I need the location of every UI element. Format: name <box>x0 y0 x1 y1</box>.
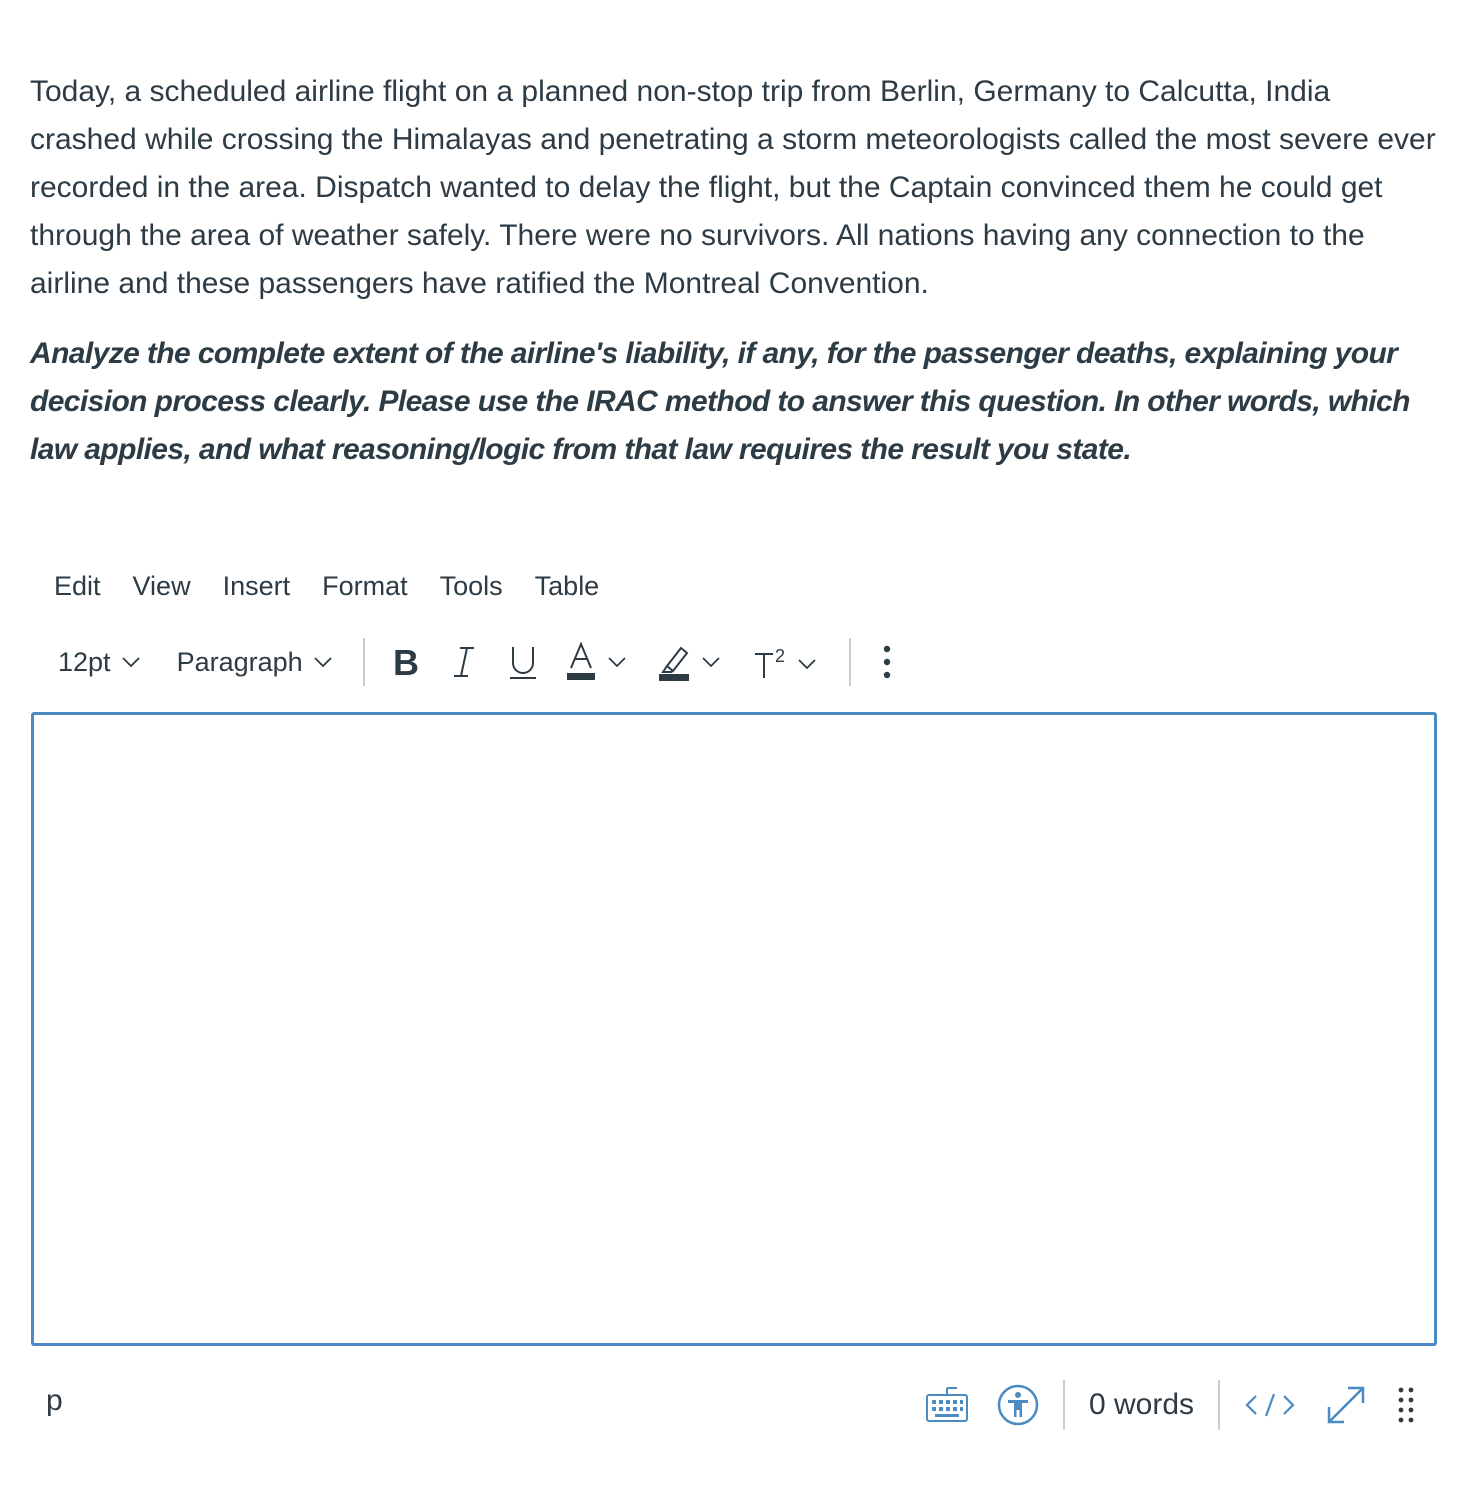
word-count[interactable]: 0 words <box>1088 1388 1194 1421</box>
svg-text:B: B <box>392 644 419 680</box>
bold-icon <box>391 644 421 680</box>
chevron-down-icon <box>121 655 141 669</box>
toolbar-separator <box>849 638 851 686</box>
underline-button[interactable] <box>493 636 553 688</box>
toolbar-separator <box>363 638 365 686</box>
font-size-select[interactable] <box>40 641 159 684</box>
menu-view[interactable]: View <box>132 570 191 601</box>
text-color-icon <box>567 642 631 682</box>
block-format-select[interactable] <box>159 641 351 684</box>
drag-handle-icon <box>1396 1385 1416 1425</box>
superscript-button[interactable] <box>739 636 837 688</box>
more-vertical-icon <box>877 642 897 682</box>
accessibility-checker-button[interactable] <box>983 1378 1053 1432</box>
block-format-value: Paragraph <box>176 646 303 677</box>
menu-insert[interactable]: Insert <box>222 570 291 601</box>
accessibility-icon <box>997 1384 1039 1426</box>
menu-tools[interactable]: Tools <box>439 570 503 601</box>
editor-content-area[interactable] <box>34 715 1434 1343</box>
statusbar-separator <box>1063 1380 1065 1430</box>
chevron-down-icon <box>313 655 333 669</box>
keyboard-shortcuts-button[interactable] <box>911 1378 983 1432</box>
text-color-button[interactable] <box>553 636 645 688</box>
fullscreen-button[interactable] <box>1310 1378 1382 1432</box>
statusbar-separator <box>1218 1380 1220 1430</box>
italic-button[interactable] <box>435 636 493 688</box>
editor-statusbar <box>30 1374 1440 1436</box>
editor-toolbar <box>40 632 911 692</box>
html-editor-button[interactable] <box>1230 1378 1310 1432</box>
question-text <box>30 68 1440 474</box>
editor-menubar <box>38 562 615 610</box>
keyboard-icon <box>925 1387 969 1423</box>
expand-icon <box>1324 1383 1368 1427</box>
question-body: Today, a scheduled airline flight on a planned non-stop trip from Berlin, Germany to Calcutta, India crashed while crossing the Himalayas and penetrating a storm meteorologists called the most severe ever recorded in the area. Dispatch wanted to delay the flight, but the Captain convinced them he could get through the area of weather safely. There were no survivors. All nations having any connection to the airline and these passengers have ratified the Montreal Convention. <box>30 75 1436 300</box>
statusbar-controls <box>911 1374 1430 1436</box>
menu-format[interactable]: Format <box>322 570 408 601</box>
bold-button[interactable] <box>377 636 435 688</box>
highlight-icon <box>659 642 725 682</box>
resize-handle[interactable] <box>1382 1378 1430 1432</box>
italic-icon <box>449 644 479 680</box>
underline-icon <box>507 643 539 681</box>
rich-text-editor[interactable] <box>31 712 1437 1346</box>
element-path[interactable]: p <box>46 1384 63 1417</box>
question-prompt: Analyze the complete extent of the airline's liability, if any, for the passenger deaths, explaining your decision process clearly. Please use the IRAC method to answer this question. In other words, which law applies, and what reasoning/logic from that law requires the result you state. <box>30 337 1410 466</box>
code-icon <box>1244 1390 1296 1420</box>
font-size-value: 12pt <box>58 646 111 677</box>
highlight-button[interactable] <box>645 636 739 688</box>
superscript-icon <box>753 642 823 682</box>
svg-text:2: 2 <box>774 646 785 666</box>
menu-edit[interactable]: Edit <box>54 570 101 601</box>
more-button[interactable] <box>863 636 911 688</box>
menu-table[interactable]: Table <box>534 570 600 601</box>
